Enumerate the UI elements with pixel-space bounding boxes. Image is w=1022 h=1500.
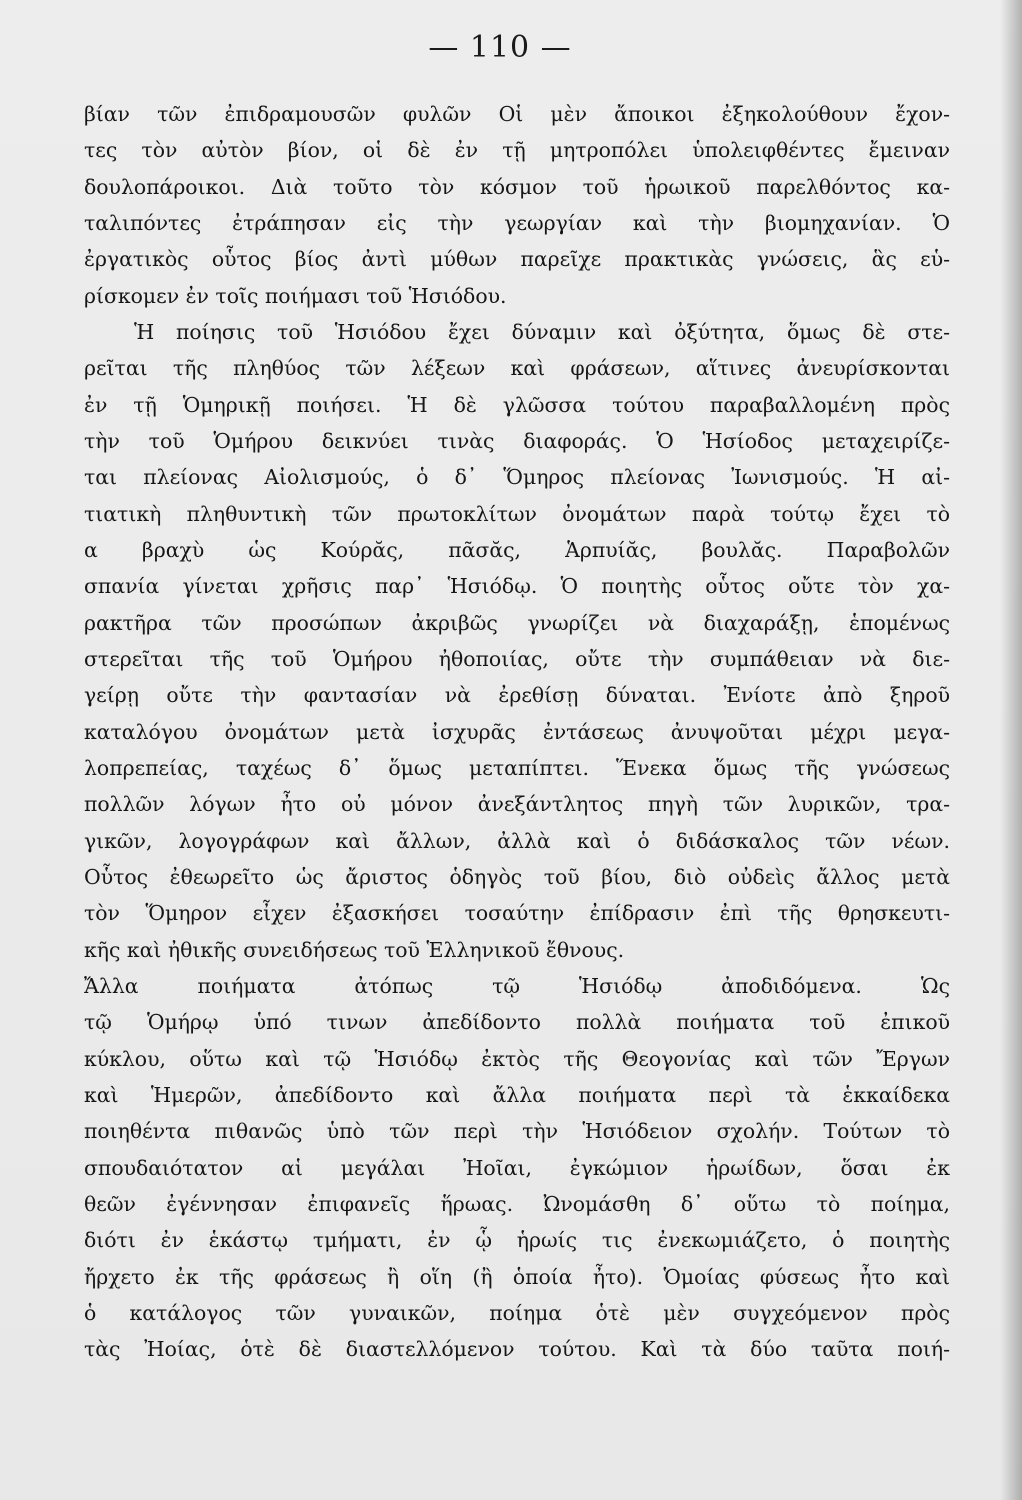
text-line: καταλόγου ὀνομάτων μετὰ ἰσχυρᾶς ἐντάσεως ἀνυψοῦται μέχρι μεγα- (84, 719, 950, 744)
text-line: κύκλου, οὕτω καὶ τῷ Ἡσιόδῳ ἐκτὸς τῆς Θεογονίας καὶ τῶν Ἔργων (84, 1046, 950, 1071)
text-line: Οὗτος ἐθεωρεῖτο ὡς ἄριστος ὁδηγὸς τοῦ βίου, διὸ οὐδεὶς ἄλλος μετὰ (84, 864, 950, 889)
text-line: α βραχὺ ὡς Κούρᾰς, πᾶσᾰς, Ἁρπυίᾰς, βουλᾰς. Παραβολῶν (84, 537, 950, 562)
text-line: διότι ἐν ἑκάστῳ τμήματι, ἐν ᾧ ἡρωίς τις ἐνεκωμιάζετο, ὁ ποιητὴς (84, 1228, 950, 1253)
text-line: τες τὸν αὐτὸν βίον, οἱ δὲ ἐν τῇ μητροπόλει ὑπολειφθέντες ἔμειναν (84, 138, 950, 163)
text-line: ὁ κατάλογος τῶν γυναικῶν, ποίημα ὁτὲ μὲν συγχεόμενον πρὸς (84, 1300, 950, 1325)
text-line: σπανία γίνεται χρῆσις παρ᾽ Ἡσιόδῳ. Ὁ ποιητὴς οὗτος οὔτε τὸν χα- (84, 574, 950, 599)
text-line: κῆς καὶ ἠθικῆς συνειδήσεως τοῦ Ἑλληνικοῦ ἔθνους. (84, 937, 625, 962)
page-number: — 110 — (428, 30, 572, 65)
text-line: τῷ Ὁμήρῳ ὑπό τινων ἀπεδίδοντο πολλὰ ποιήματα τοῦ ἐπικοῦ (84, 1010, 950, 1035)
text-line: ἤρχετο ἐκ τῆς φράσεως ἢ οἵη (ἢ ὁποία ἦτο). Ὁμοίας φύσεως ἦτο καὶ (84, 1264, 950, 1289)
text-line: σπουδαιότατον αἱ μεγάλαι Ἠοῖαι, ἐγκώμιον ἡρωίδων, ὅσαι ἐκ (84, 1155, 950, 1180)
text-line: γικῶν, λογογράφων καὶ ἄλλων, ἀλλὰ καὶ ὁ διδάσκαλος τῶν νέων. (84, 828, 950, 853)
text-line: τὴν τοῦ Ὁμήρου δεικνύει τινὰς διαφοράς. Ὁ Ἡσίοδος μεταχειρίζε- (84, 428, 950, 453)
text-line: ται πλείονας Αἰολισμούς, ὁ δ᾽ Ὅμηρος πλείονας Ἰωνισμούς. Ἡ αἰ- (84, 465, 950, 490)
text-line: ρεῖται τῆς πληθύος τῶν λέξεων καὶ φράσεων, αἵτινες ἀνευρίσκονται (84, 356, 950, 381)
text-line: ρακτῆρα τῶν προσώπων ἀκριβῶς γνωρίζει νὰ διαχαράξῃ, ἑπομένως (84, 610, 950, 635)
text-line: Ἡ ποίησις τοῦ Ἡσιόδου ἔχει δύναμιν καὶ ὀξύτητα, ὅμως δὲ στε- (134, 319, 950, 344)
text-line: Ἄλλα ποιήματα ἀτόπως τῷ Ἡσιόδῳ ἀποδιδόμενα. Ὡς (84, 973, 950, 998)
text-line: ἐν τῇ Ὁμηρικῇ ποιήσει. Ἡ δὲ γλῶσσα τούτου παραβαλλομένη πρὸς (84, 392, 950, 417)
text-line: τὰς Ἠοίας, ὁτὲ δὲ διαστελλόμενον τούτου. Καὶ τὰ δύο ταῦτα ποιή- (84, 1337, 950, 1362)
text-line: τὸν Ὅμηρον εἶχεν ἐξασκήσει τοσαύτην ἐπίδρασιν ἐπὶ τῆς θρησκευτι- (84, 901, 950, 926)
text-line: δουλοπάροικοι. Διὰ τοῦτο τὸν κόσμον τοῦ ἡρωικοῦ παρελθόντος κα- (84, 174, 950, 199)
text-line: τιατικὴ πληθυντικὴ τῶν πρωτοκλίτων ὀνομάτων παρὰ τούτῳ ἔχει τὸ (84, 501, 950, 526)
text-line: θεῶν ἐγέννησαν ἐπιφανεῖς ἥρωας. Ὠνομάσθη δ᾽ οὕτω τὸ ποίημα, (84, 1191, 950, 1216)
text-line: στερεῖται τῆς τοῦ Ὁμήρου ἠθοποιίας, οὔτε τὴν συμπάθειαν νὰ διε- (84, 646, 950, 671)
text-line: λοπρεπείας, ταχέως δ᾽ ὅμως μεταπίπτει. Ἕνεκα ὅμως τῆς γνώσεως (84, 755, 950, 780)
text-line: πολλῶν λόγων ἦτο οὐ μόνον ἀνεξάντλητος πηγὴ τῶν λυρικῶν, τρα- (84, 792, 950, 817)
page-edge-shadow (1000, 0, 1022, 1500)
text-line: καὶ Ἡμερῶν, ἀπεδίδοντο καὶ ἄλλα ποιήματα περὶ τὰ ἑκκαίδεκα (84, 1082, 950, 1107)
body-text (84, 96, 950, 1367)
text-line: ποιηθέντα πιθανῶς ὑπὸ τῶν περὶ τὴν Ἡσιόδειον σχολήν. Τούτων τὸ (84, 1119, 950, 1144)
text-line: ρίσκομεν ἐν τοῖς ποιήμασι τοῦ Ἡσιόδου. (84, 283, 507, 308)
text-line: ταλιπόντες ἐτράπησαν εἰς τὴν γεωργίαν καὶ τὴν βιομηχανίαν. Ὁ (84, 210, 950, 235)
text-line: γείρῃ οὔτε τὴν φαντασίαν νὰ ἐρεθίσῃ δύναται. Ἐνίοτε ἀπὸ ξηροῦ (84, 683, 950, 708)
text-line: ἐργατικὸς οὗτος βίος ἀντὶ μύθων παρεῖχε πρακτικὰς γνώσεις, ἃς εὑ- (84, 247, 950, 272)
text-line: βίαν τῶν ἐπιδραμουσῶν φυλῶν Οἱ μὲν ἄποικοι ἐξηκολούθουν ἔχον- (84, 102, 950, 126)
